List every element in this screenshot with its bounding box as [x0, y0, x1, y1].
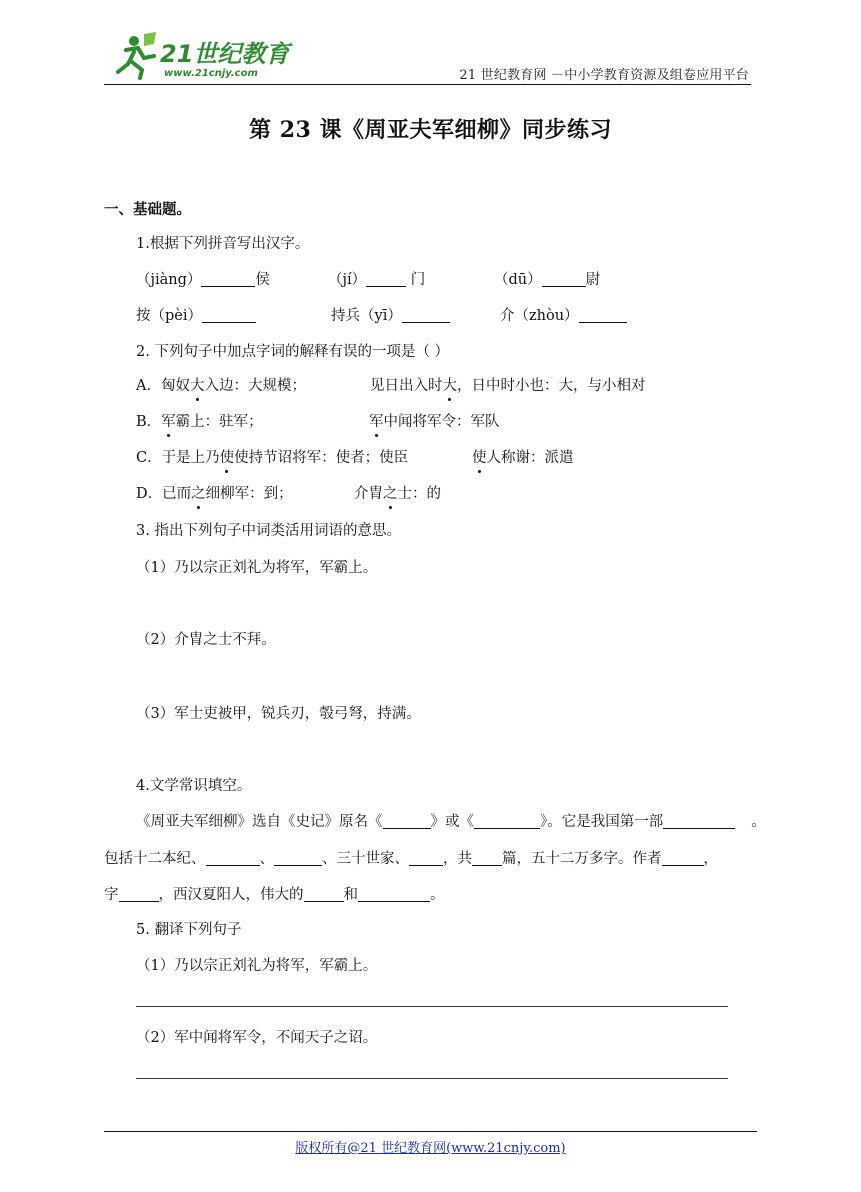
prefix: 按 [136, 308, 151, 324]
q2-option-a-second [370, 376, 646, 396]
dotted-char: 使 [472, 450, 487, 466]
pinyin: （jí） [328, 272, 367, 288]
q2-option-b[interactable] [136, 412, 263, 432]
dotted-char: 军 [369, 414, 384, 430]
answer-line[interactable] [136, 1006, 728, 1007]
option-label: C． [136, 450, 162, 466]
q4-line-3 [104, 885, 445, 905]
suffix: 门 [406, 272, 426, 288]
q2-option-a[interactable] [136, 376, 306, 396]
fill-blank[interactable] [274, 850, 322, 866]
text: 。 [751, 814, 766, 830]
fill-blank[interactable] [202, 307, 256, 323]
text: ，共 [443, 851, 472, 867]
q1-prompt: 1.根据下列拼音写出汉字。 [136, 236, 310, 252]
text: 已而 [162, 486, 192, 502]
q3-prompt: 3. 指出下列句子中词类活用词语的意思。 [136, 523, 401, 539]
fill-blank[interactable] [402, 307, 450, 323]
q2-prompt: 2. 下列句子中加点字词的解释有误的一项是（ ） [136, 344, 450, 360]
dotted-char: 军 [161, 414, 176, 430]
q3-item-1: （1）乃以宗正刘礼为将军，军霸上。 [136, 560, 378, 576]
q4-line-1 [136, 812, 766, 832]
text: 、 [259, 851, 274, 867]
text: 篇，五十二万多字。作者 [502, 851, 662, 867]
fill-blank[interactable] [119, 886, 159, 902]
site-logo [104, 28, 294, 82]
q1-row2-a [136, 306, 256, 326]
text: 士：的 [397, 486, 441, 502]
fill-blank[interactable] [304, 886, 344, 902]
pinyin: （pèi） [150, 308, 203, 324]
runner-icon [118, 32, 156, 78]
text: 介胄 [354, 486, 383, 502]
fill-blank[interactable] [201, 271, 255, 287]
fill-blank[interactable] [474, 813, 540, 829]
q1-row1-c [494, 270, 600, 290]
q2-option-d[interactable] [136, 484, 293, 504]
q5-prompt: 5. 翻译下列句子 [136, 922, 242, 938]
q5-item-2: （2）军中闻将军令，不闻天子之诏。 [136, 1030, 378, 1046]
q2-option-c[interactable] [136, 448, 408, 468]
text: ， [703, 851, 718, 867]
copyright-link[interactable]: 版权所有@21 世纪教育网(www.21cnjy.com) [295, 1141, 566, 1156]
q1-row1-b [328, 270, 425, 290]
section-heading: 一、基础题。 [104, 201, 191, 218]
dotted-char: 大 [189, 378, 205, 394]
logo-url: www.21cnjy.com [164, 68, 258, 79]
fill-blank[interactable] [662, 850, 704, 866]
header-divider [104, 84, 751, 85]
q1-row1 [136, 270, 270, 290]
prefix: 介 [500, 308, 515, 324]
text: 包括十二本纪、 [104, 851, 206, 867]
text: 和 [343, 887, 358, 903]
q3-item-3: （3）军士吏被甲，锐兵刃，彀弓弩，持满。 [136, 706, 421, 722]
dotted-char: 大 [442, 378, 457, 394]
q1-row2-b [331, 306, 450, 326]
text: ，西汉夏阳人，伟大的 [158, 887, 304, 903]
q2-option-c-second [472, 448, 574, 468]
text: 人称谢：派遣 [486, 450, 574, 466]
q4-line-2 [104, 849, 718, 869]
text: 见日出入时 [370, 378, 443, 394]
text: 霸上：驻军； [175, 414, 263, 430]
text: 匈奴 [160, 378, 190, 394]
text: 细柳军：到； [205, 486, 293, 502]
q3-item-2: （2）介胄之士不拜。 [136, 632, 276, 648]
text: 于是上乃 [161, 450, 220, 466]
text: 字 [104, 887, 119, 903]
prefix: 持兵 [331, 308, 360, 324]
pinyin: （yī） [360, 308, 402, 324]
pinyin: （zhòu） [514, 308, 579, 324]
option-label: B． [136, 414, 162, 430]
fill-blank[interactable] [358, 886, 430, 902]
suffix: 尉 [585, 272, 601, 288]
text: 《周亚夫军细柳》选自《史记》原名《 [136, 814, 383, 830]
suffix: 侯 [255, 272, 270, 288]
text: 》或《 [430, 814, 474, 830]
q5-item-1: （1）乃以宗正刘礼为将军，军霸上。 [136, 958, 378, 974]
fill-blank[interactable] [542, 271, 586, 287]
page-title: 第 23 课《周亚夫军细柳》同步练习 [249, 117, 612, 143]
option-label: D． [136, 486, 163, 502]
answer-line[interactable] [136, 1078, 728, 1079]
pinyin: （dū） [494, 272, 542, 288]
fill-blank[interactable] [663, 813, 735, 829]
pinyin: （jiàng） [136, 272, 202, 288]
fill-blank[interactable] [409, 850, 443, 866]
fill-blank[interactable] [206, 850, 260, 866]
text: 》。它是我国第一部 [540, 814, 664, 830]
text: 入边：大规模； [204, 378, 306, 394]
fill-blank[interactable] [366, 271, 406, 287]
text: ，日中时小也：大，与小相对 [457, 378, 646, 394]
dotted-char: 使 [219, 450, 235, 466]
text: 、三十世家、 [322, 851, 409, 867]
site-tagline: 21 世纪教育网 －中小学教育资源及组卷应用平台 [459, 68, 749, 83]
text: 使持节诏将军：使者；使臣 [234, 450, 409, 466]
q2-option-b-second [369, 412, 500, 432]
dotted-char: 之 [191, 486, 206, 502]
text: 。 [430, 887, 445, 903]
q1-row2-c [500, 306, 627, 326]
fill-blank[interactable] [472, 850, 502, 866]
q2-option-d-second [354, 484, 441, 504]
fill-blank[interactable] [579, 307, 627, 323]
dotted-char: 之 [383, 486, 398, 502]
option-label: A． [136, 378, 161, 394]
text: 中闻将军令：军队 [383, 414, 500, 430]
footer-divider [104, 1131, 757, 1132]
q4-prompt: 4.文学常识填空。 [136, 778, 252, 794]
fill-blank[interactable] [383, 813, 431, 829]
logo-text: 21世纪教育 [160, 40, 290, 68]
